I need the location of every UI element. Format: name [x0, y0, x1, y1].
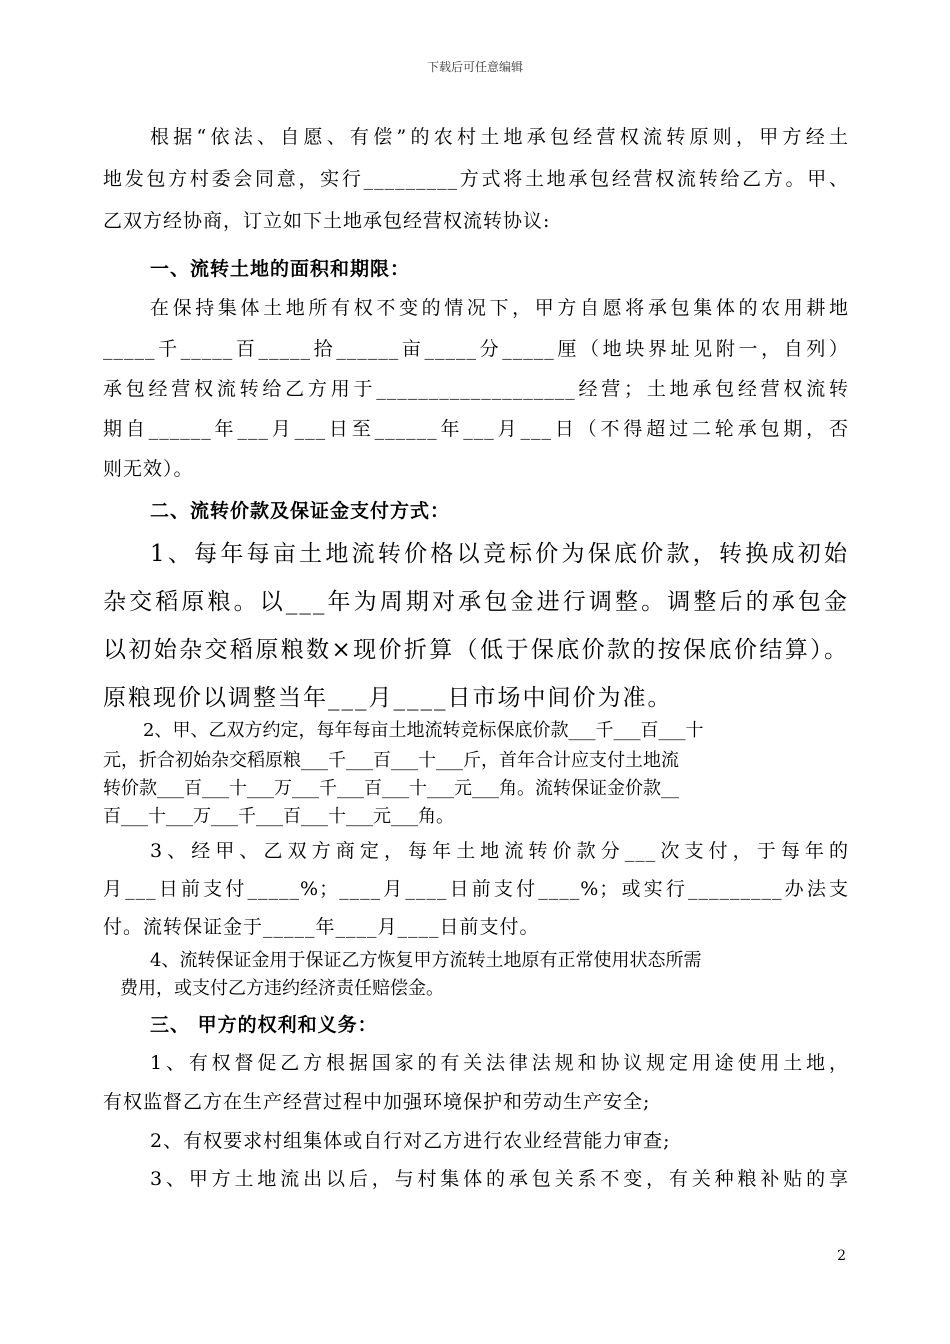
- paragraph-line: 2、有权要求村组集体或自行对乙方进行农业经营能力审查;: [150, 1130, 671, 1152]
- paragraph-line: _____千_____百_____拾______亩_____分_____厘（地块界址见附一，自列）: [103, 338, 849, 360]
- paragraph-line: 付。流转保证金于_____年____月____日前支付。: [103, 916, 540, 938]
- header-note: 下载后可任意编辑: [426, 60, 523, 74]
- paragraph-line: 1、有权督促乙方根据国家的有关法律法规和协议规定用途使用土地，: [150, 1052, 849, 1074]
- paragraph-line: 原粮现价以调整当年___月____日市场中间价为准。: [103, 685, 673, 711]
- paragraph-line: 月___日前支付_____%；____月____日前支付____%；或实行_________办法支: [103, 878, 849, 900]
- paragraph-line: 以初始杂交稻原粮数×现价折算（低于保底价款的按保底价结算）。: [103, 637, 849, 663]
- paragraph-line: 杂交稻原粮。以___年为周期对承包金进行调整。调整后的承包金: [103, 589, 849, 615]
- paragraph-line: 3、经甲、乙双方商定，每年土地流转价款分___次支付，于每年的: [150, 840, 849, 862]
- paragraph-line: 地发包方村委会同意，实行_________方式将土地承包经营权流转给乙方。甲、: [103, 168, 849, 190]
- paragraph-line: 2、甲、乙双方约定，每年每亩土地流转竞标保底价款___千___百___十: [143, 720, 704, 741]
- paragraph-line: 乙双方经协商，订立如下土地承包经营权流转协议:: [103, 210, 551, 232]
- paragraph-line: 费用，或支付乙方违约经济责任赔偿金。: [120, 978, 444, 999]
- section-heading-1: 一、流转土地的面积和期限：: [150, 258, 411, 280]
- paragraph-line: 有权监督乙方在生产经营过程中加强环境保护和劳动生产安全;: [103, 1091, 651, 1113]
- paragraph-line: 元，折合初始杂交稻原粮___千___百___十___斤，首年合计应支付土地流: [103, 750, 679, 771]
- section-heading-3: 三、 甲方的权利和义务：: [150, 1014, 378, 1036]
- paragraph-line: 4、流转保证金用于保证乙方恢复甲方流转土地原有正常使用状态所需: [150, 950, 702, 971]
- paragraph-line: 在保持集体土地所有权不变的情况下，甲方自愿将承包集体的农用耕地: [150, 297, 849, 319]
- paragraph-line: 转价款___百___十___万___千___百___十___元___角。流转保证金价款__: [103, 778, 679, 799]
- section-heading-2: 二、流转价款及保证金支付方式：: [150, 500, 451, 522]
- paragraph-line: 则无效）。: [103, 458, 194, 480]
- paragraph-line: 根据“依法、自愿、有偿”的农村土地承包经营权流转原则，甲方经土: [150, 126, 849, 148]
- paragraph-line: 3、甲方土地流出以后，与村集体的承包关系不变，有关种粮补贴的享: [150, 1168, 849, 1190]
- paragraph-line: 承包经营权流转给乙方用于___________________经营；土地承包经营权流转: [103, 378, 849, 400]
- page-number: 2: [837, 1248, 846, 1264]
- paragraph-line: 百___十___万___千___百___十___元___角。: [103, 806, 454, 827]
- paragraph-line: 1、每年每亩土地流转价格以竞标价为保底价款，转换成初始: [150, 541, 849, 567]
- paragraph-line: 期自______年___月___日至______年___月___日（不得超过二轮承包期，否: [103, 418, 849, 440]
